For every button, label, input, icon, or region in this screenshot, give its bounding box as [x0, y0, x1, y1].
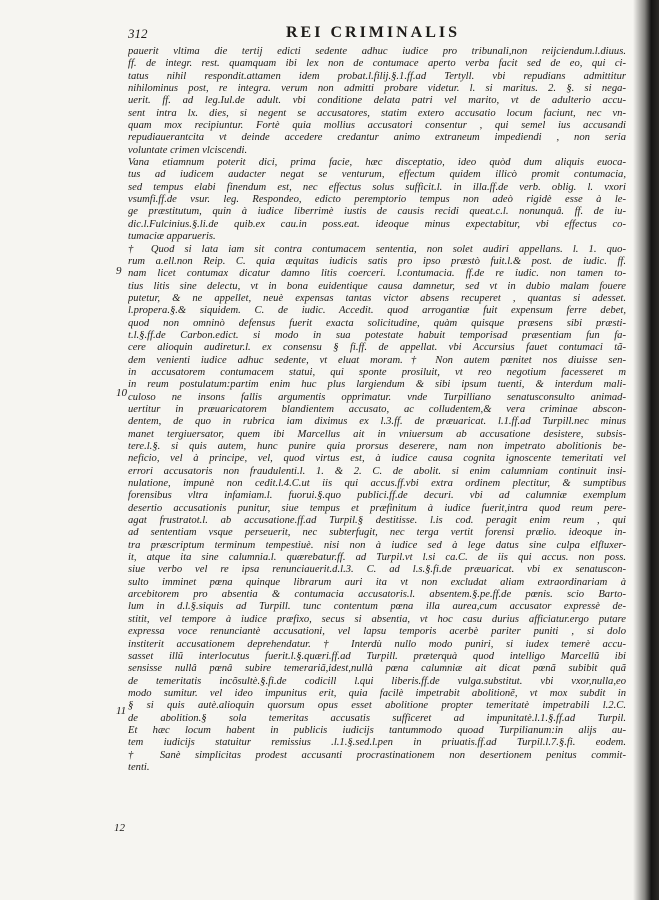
text-line: nam licet contumax dicatur damno litis coerceri. l.contumacia. ff.de re iudic. non tamen to- — [128, 268, 626, 280]
text-line: sasset illũ interlocutus fuerit.l.§.quæri.ff.ad Turpill. præterquà quod intelligo Marcellũ ibi — [128, 650, 626, 662]
text-line: dem venienti iudice adhuc sedente, vt eluat moram.† Non autem pœnitet nos diuisse sen- — [128, 354, 626, 366]
text-line: agat frustratot.l. ab accusatione.ff.ad Turpil.§ destitisse. l.is cod. peragit enim reum , qui — [128, 515, 626, 527]
margin-number-9: 9 — [116, 265, 122, 277]
text-line: neficio, vel à principe, vel, quod virtus est, à iudice causa cognita ignoscente temeritati vel — [128, 453, 626, 465]
text-line: ff. de integr. rest. quamquam ibi lex non de contumace aperto verba facit sed de eo, qui ci- — [128, 58, 626, 70]
text-line: errori accusatoris non fraudulenti.l. 1. & 2. C. de abolit. si enim calumniam continuit insi- — [128, 465, 626, 477]
text-line: voluntate crimen vlciscendi. — [128, 144, 248, 156]
text-line: modo sumitur. vel ideo impunitus erit, quia facilè impetrabit abolitionẽ, vt mox subdit in — [128, 687, 626, 699]
text-line: vsumfi.ff.de vsur. leg. Respondeo, edicto peremptorio tempus non adeò rigidè esse à le- — [128, 194, 626, 206]
text-line: § si quis autè.alioquin quorsum opus esset abolitione propter temeritatè impetrabili l.2.C. — [128, 700, 626, 712]
text-line: ad sententiam vsque perseuerit, nec subterfugit, nec terga vertit forensi prælio. ideoque in- — [128, 527, 626, 539]
text-line: † Quod si lata iam sit contra contumacem sententia, non solet audiri appellans. l. 1. quo- — [128, 243, 626, 255]
text-line: putetur, & ne appellet, neuè expensas tantas victor absens recuperet , quantas si adesset. — [128, 292, 626, 304]
text-line: sent intra lx. dies, si negent se accusatores, statim extero accusatio locum faciunt, nec vn- — [128, 107, 626, 119]
text-line: tatus nihil respondit.attamen idem probat.l.filij.§.1.ff.ad Tertyll. vbi repudians admittitur — [128, 70, 626, 82]
text-line: uertitur in præuaricatorem blandientem accusato, ac colludentem,& vera criminae abscon- — [128, 403, 626, 415]
text-line: institerit accusationem deprehendatur. † Interdù nullo modo puniri, si iudex temerè accu- — [128, 638, 626, 650]
text-line: tius litis sine delectu, vt in bona euidentique causa damnetur, sed vt in dubio malam fouere — [128, 280, 626, 292]
text-line: Et hæc locum habent in publicis iudicijs tantummodo quoad Turpilianum:in alijs au- — [128, 724, 626, 736]
page-number: 312 — [128, 26, 148, 41]
text-line: siue verbo vel re ipsa renunciauerit.d.l.3. C. ad l.s.§.fi.de præuaricat. vbi ex senatuscon- — [128, 564, 626, 576]
text-line: tus ad iudicem audacter negat se venturum, effectum quidem illicò promit contumacia, — [128, 169, 626, 181]
text-line: lum in d.l.§.siquis ad Turpill. tunc contentum pœna illa aurea,cum accusator expressè de- — [128, 601, 626, 613]
text-line: tumaciæ apparueris. — [128, 231, 216, 243]
text-line: sed tempus elabi finendum est, nec effectus solus sufficit.l. in illa.ff.de verb. oblig. l. vxori — [128, 181, 626, 193]
scan-edge-shadow — [633, 0, 659, 900]
text-line: tem iudicijs statuitur remissius .l.1.§.sed.l.pen in priuatis.ff.ad Turpil.l.7.§.fi. eodem. — [128, 737, 626, 749]
text-line: tere.l.§. si quis autem, hunc punire quia prorsus deserere, nam non impetrato abolitionis be- — [128, 441, 626, 452]
text-line: repudiauerantcita vt deinde accedere credantur animo extraneum impediendi , non seria — [128, 132, 626, 144]
body-text — [128, 46, 626, 774]
text-line: stitit, vel tempore à iudice præfixo, secus si absentia, vt hoc casu durius afficiatur.ergo putare — [128, 613, 626, 625]
text-line: desertio accusationis punitur, siue tempus et præfinitum à iudice fuerit,intra quod reum pere- — [128, 502, 626, 514]
text-line: arcebitorem pro absentia & contumacia accusatoris.l. absentem.§.pe.ff.de pœnis. scio Barto- — [128, 589, 626, 601]
text-line: in accusatorem contumacem statui, qui sponte prosiluit, vt reo negotium facesseret m — [128, 366, 626, 378]
text-line: t.l.§.ff.de Carbon.edict. si modo in sua potestate habuit temporisad præsentiam fun fa- — [128, 329, 626, 341]
text-line: de abolition.§ sola temeritas accusatis sufficeret ad impunitatè.l.1.§.ff.ad Turpil. — [128, 712, 626, 724]
text-line: in reum postulatum:partim enim huc plus largiendum & sibi ipsum tuenti, & interdum mali- — [128, 379, 626, 391]
text-line: nulatione, impunè non cedit.l.4.C.ut iis qui accus.ff.vbi extra ordinem plectitur, & sumptibus — [128, 478, 626, 490]
margin-number-12: 12 — [114, 822, 125, 834]
text-line: tenti. — [128, 761, 150, 773]
text-line: quam mox recipiuntur. Fortè quia mollius accusatori consentur , qui semel ius accusandi — [128, 120, 626, 132]
text-line: manet tergiuersator, quem ibi Marcellus ait in vniuersum ab accusatione desistere, subsis- — [128, 428, 626, 440]
text-line: expressa voce renunciantè accusationi, vel lapsu temporis acerbè pariter puniti , si dolo — [128, 626, 626, 638]
text-line: sulto imminet pœna quinque librarum auri ita vt non excludat aliam extraordinariam à — [128, 576, 626, 588]
text-line: cere alioquin audiretur.l. ex consensu § fi.ff. de appellat. vbi Accursius fauet contumaci tã- — [128, 342, 626, 354]
text-line: nihilominus post, re integra. verum non admitti probare videtur. l. si maritus. 2. §. si nega- — [128, 83, 626, 95]
running-title: REI CRIMINALIS — [286, 24, 461, 41]
text-line: ge præstitutum, quin à iudice liberrimè iustis de causis recidi queat.c.l. nonunquâ. ff. de iu- — [128, 206, 626, 218]
text-line: quod non omninò defensus fuerit exacta solicitudine, quàm quisque præsens sibi præsti- — [128, 317, 626, 329]
text-line: forensibus vltra infamiam.l. fuorui.§.quo publici.ff.de decuri. vbi ad calumniæ exemplum — [128, 490, 626, 502]
text-line: Vana etiamnum poterit dici, prima facie, hæc disceptatio, ideo quòd dum aliquis euoca- — [128, 157, 626, 169]
text-line: † Sanè simplicitas prodest accusanti procrastinationem non desertionem penitus commit- — [128, 749, 626, 761]
text-line: it, atque ita sine calumnia.l. quærebatur.ff. ad Turpil.vt l.si ca.C. de iis qui accus. non poss. — [128, 552, 626, 564]
text-line: de temeritatis incõsultè.§.fi.de codicill l.qui liberis.ff.de vulga.substitut. vbi vxor,nulla,eo — [128, 675, 626, 687]
text-line: l.propera.§.& siquidem. C. de iudic. Accedit. quod arrogantiæ fuit expensum ferre debet, — [128, 305, 626, 317]
margin-number-10: 10 — [116, 387, 127, 399]
text-line: dentem, de quo in rubrica iam diximus ex l.3.ff. de præuaricat. l.1.ff.ad Turpill.nec minus — [128, 416, 626, 428]
margin-number-11: 11 — [116, 705, 127, 717]
page — [128, 24, 626, 774]
text-line: uerit. ff. ad leg.Iul.de adult. vbi conditione delata patri vel marito, vt de adulterio accu- — [128, 95, 626, 107]
text-line: dic.l.Fulcinius.§.li.de quib.ex cau.in poss.eat. ideoque minus expectabitur, vbi effectus co- — [128, 218, 626, 230]
running-head — [128, 24, 626, 46]
text-line: rum a.ell.non Reip. C. quia æquitas iudicis satis pro ipso præstò fuit.l.& post. de iudic. ff. — [128, 255, 626, 267]
text-line: culoso ne insons fallis argumentis opprimatur. vnde Turpilliano senatusconsulto animad- — [128, 391, 626, 403]
text-line: pauerit vltima die tertij edicti sedente adhuc iudice pro tribunali,non reijciendum.l.diuus. — [128, 46, 626, 57]
text-line: sensisse nullâ pœnâ subire temerariã,idest,nullà pœna calumniæ ait dicat pœnã subibit quã — [128, 663, 626, 675]
text-line: tra præscriptum terminum tempestiuè. nisi non à iudice sed à lege datus sine culpa elfluxer- — [128, 539, 626, 551]
